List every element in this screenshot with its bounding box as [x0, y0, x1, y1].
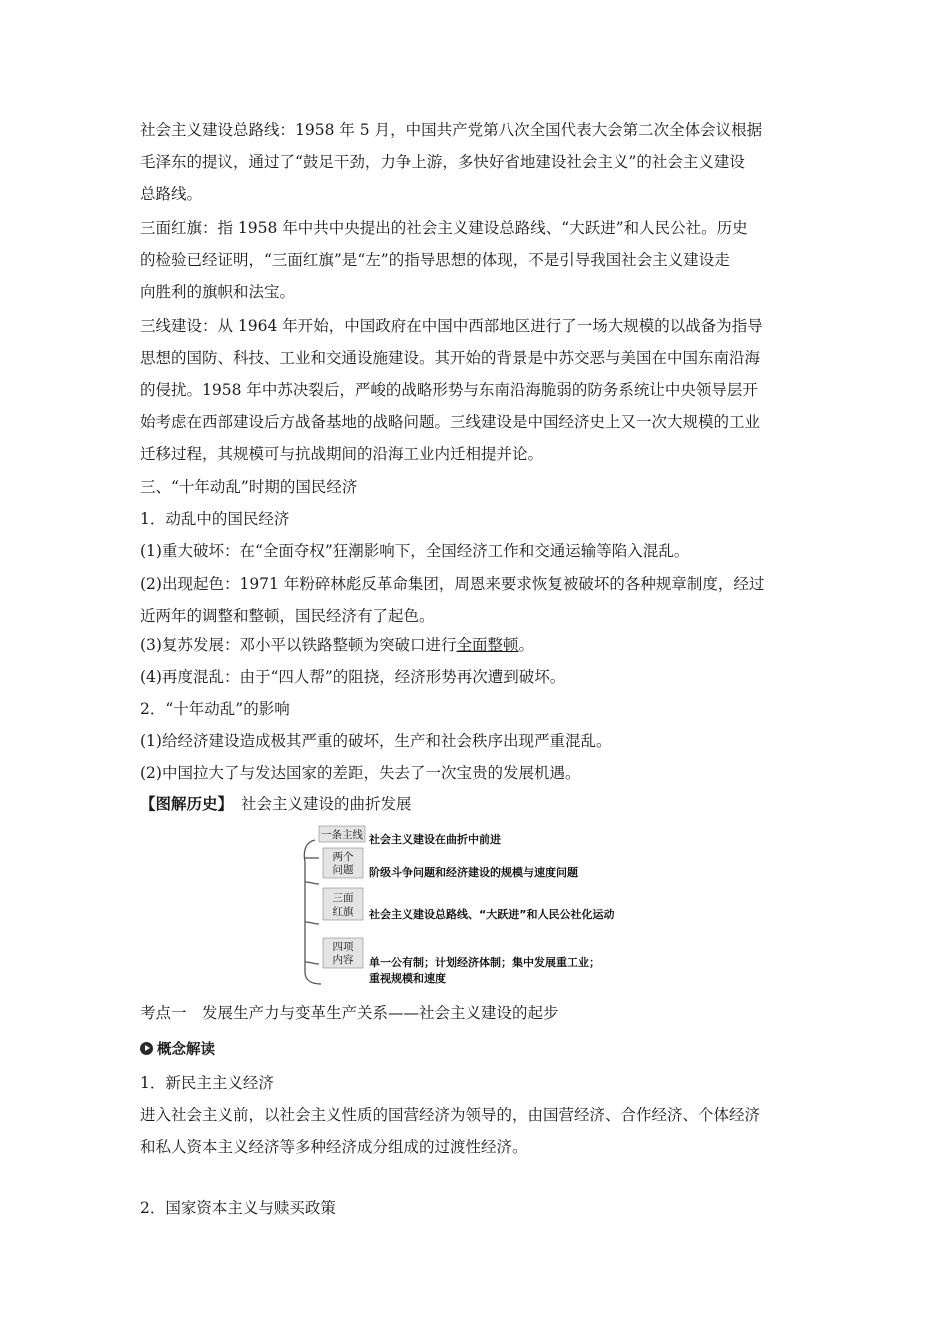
list-item: [140, 629, 812, 661]
concept-heading: [140, 1040, 215, 1060]
diagram-node-label: 内容: [332, 954, 354, 966]
play-circle-icon: [140, 1042, 153, 1055]
paragraph-line: 的检验已经证明，“三面红旗”是“左”的指导思想的体现，不是引导我国社会主义建设走: [140, 251, 730, 269]
list-item: (1)给经济建设造成极其严重的破坏，生产和社会秩序出现严重混乱。: [140, 732, 612, 750]
figure-caption: [140, 788, 412, 820]
section-heading: 三、“十年动乱”时期的国民经济: [140, 478, 358, 496]
list-item: (2)出现起色：1971 年粉碎林彪反革命集团，周恩来要求恢复被破坏的各种规章制度，经过: [140, 575, 765, 593]
diagram-node-text: 重视规模和速度: [369, 972, 446, 985]
list-item-text: 。: [518, 636, 534, 654]
paragraph-line: 向胜利的旗帜和法宝。: [140, 283, 296, 301]
paragraph-line: 始考虑在西部建设后方战备基地的战略问题。三线建设是中国经济史上又一次大规模的工业: [140, 413, 761, 431]
diagram-svg: [295, 822, 665, 990]
list-item: (2)中国拉大了与发达国家的差距，失去了一次宝贵的发展机遇。: [140, 764, 581, 782]
diagram-node-text: 社会主义建设在曲折中前进: [369, 833, 501, 846]
diagram-node-label: 问题: [332, 864, 354, 876]
paragraph-line: 和私人资本主义经济等多种经济成分组成的过渡性经济。: [140, 1138, 528, 1156]
diagram-branch: [305, 882, 319, 884]
paragraph-line: 毛泽东的提议，通过了“鼓足干劲，力争上游，多快好省地建设社会主义”的社会主义建设: [140, 153, 745, 171]
paragraph-line: 迁移过程，其规模可与抗战期间的沿海工业内迁相提并论。: [140, 445, 544, 463]
diagram-branch: [305, 962, 319, 964]
diagram-node-label: 两个: [332, 851, 354, 863]
paragraph-line: 三面红旗：指 1958 年中共中央提出的社会主义建设总路线、“大跃进”和人民公社。历史: [140, 219, 748, 237]
figure-title: 社会主义建设的曲折发展: [241, 795, 412, 813]
list-item-text: (3)复苏发展：邓小平以铁路整顿为突破口进行: [140, 636, 457, 654]
diagram-node-label: 三面: [332, 892, 354, 904]
diagram-node-label: 一条主线: [321, 829, 363, 841]
paragraph-line: 三线建设：从 1964 年开始，中国政府在中国中西部地区进行了一场大规模的以战备为指导: [140, 317, 763, 335]
list-item: (4)再度混乱：由于“四人帮”的阻挠，经济形势再次遭到破坏。: [140, 668, 566, 686]
history-diagram: [295, 822, 665, 990]
diagram-branch: [305, 922, 319, 924]
paragraph-line: 的侵扰。1958 年中苏决裂后，严峻的战略形势与东南沿海脆弱的防务系统让中央领导层开: [140, 381, 758, 399]
paragraph-line: 思想的国防、科技、工业和交通设施建设。其开始的背景是中苏交恶与美国在中国东南沿海: [140, 349, 761, 367]
diagram-node-label: 四项: [332, 941, 354, 953]
paragraph-line: 社会主义建设总路线：1958 年 5 月，中国共产党第八次全国代表大会第二次全体会议根据: [140, 121, 763, 139]
underlined-term: 全面整顿: [456, 636, 519, 654]
figure-tag: 【图解历史】: [140, 794, 234, 813]
concept-label: 概念解读: [157, 1041, 215, 1058]
diagram-node-text: 阶级斗争问题和经济建设的规模与速度问题: [369, 866, 578, 879]
diagram-node-label: 红旗: [332, 906, 354, 918]
exam-point-heading: 考点一 发展生产力与变革生产关系——社会主义建设的起步: [140, 1004, 559, 1022]
subsection-heading: 1．动乱中的国民经济: [140, 510, 290, 528]
subsection-heading: 2．国家资本主义与赎买政策: [140, 1199, 336, 1217]
paragraph-line: 进入社会主义前，以社会主义性质的国营经济为领导的，由国营经济、合作经济、个体经济: [140, 1106, 761, 1124]
subsection-heading: 1．新民主主义经济: [140, 1074, 274, 1092]
subsection-heading: 2．“十年动乱”的影响: [140, 700, 290, 718]
paragraph-line: 总路线。: [140, 185, 203, 203]
diagram-node-text: 社会主义建设总路线、“大跃进”和人民公社化运动: [369, 908, 615, 921]
list-item: (1)重大破坏：在“全面夺权”狂潮影响下，全国经济工作和交通运输等陷入混乱。: [140, 542, 690, 560]
diagram-node-text: 单一公有制；计划经济体制；集中发展重工业；: [369, 956, 600, 969]
list-item: 近两年的调整和整顿，国民经济有了起色。: [140, 607, 435, 625]
